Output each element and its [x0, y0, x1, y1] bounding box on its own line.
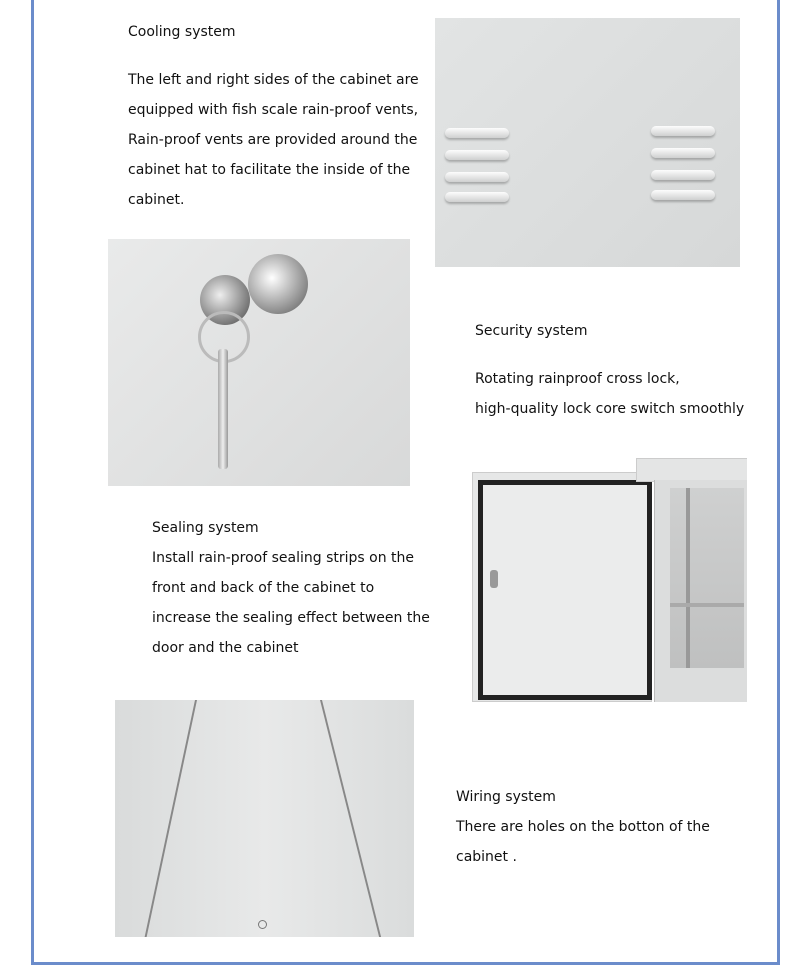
- cooling-title: Cooling system: [128, 24, 236, 40]
- security-line: Rotating rainproof cross lock,: [475, 371, 680, 387]
- security-title: Security system: [475, 323, 588, 339]
- sealing-title: Sealing system: [152, 520, 259, 536]
- security-section: [475, 316, 744, 424]
- cooling-line: The left and right sides of the cabinet are: [128, 72, 419, 88]
- wiring-section: [456, 782, 710, 872]
- cooling-line: Rain-proof vents are provided around the: [128, 132, 418, 148]
- wiring-title: Wiring system: [456, 789, 556, 805]
- cooling-line: cabinet.: [128, 192, 185, 208]
- sealing-line: front and back of the cabinet to: [152, 580, 375, 596]
- security-line: high-quality lock core switch smoothly: [475, 401, 745, 417]
- vents-photo: [435, 18, 740, 267]
- wiring-line: cabinet .: [456, 849, 517, 865]
- cooling-section: [128, 17, 419, 215]
- wiring-line: There are holes on the botton of the: [456, 819, 710, 835]
- cooling-line: cabinet hat to facilitate the inside of the: [128, 162, 411, 178]
- cooling-line: equipped with fish scale rain-proof vents,: [128, 102, 419, 118]
- sealing-line: increase the sealing effect between the: [152, 610, 430, 626]
- sealing-line: Install rain-proof sealing strips on the: [152, 550, 414, 566]
- sealing-line: door and the cabinet: [152, 640, 299, 656]
- cabinet-bottom-photo: [115, 700, 414, 937]
- sealing-section: [152, 513, 430, 663]
- open-cabinet-photo: [470, 458, 747, 708]
- lock-photo: [108, 239, 410, 486]
